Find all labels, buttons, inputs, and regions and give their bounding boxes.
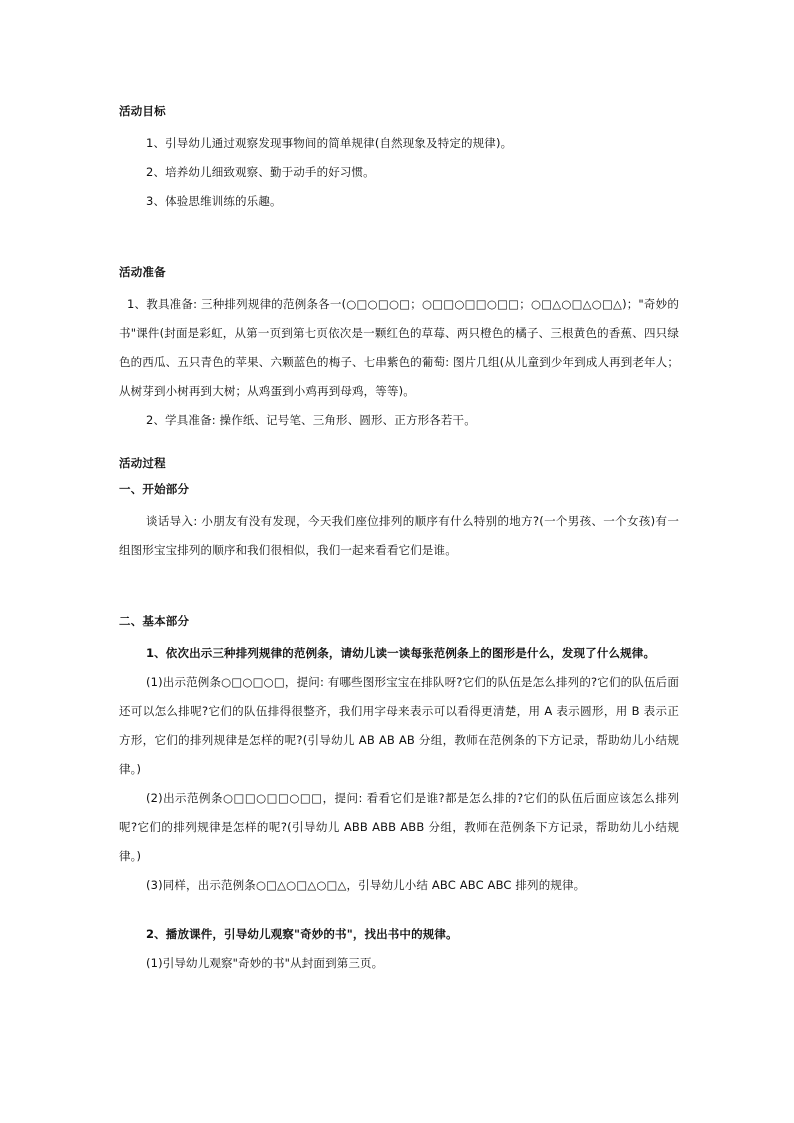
part1-text: 谈话导入: 小朋友有没有发现，今天我们座位排列的顺序有什么特别的地方?(一个男孩、一个女孩)有一组图形宝宝排列的顺序和我们很相似，我们一起来看看它们是谁。	[119, 514, 679, 557]
part2-title: 二、基本部分	[119, 614, 190, 628]
part2-step2-item: (1)引导幼儿观察"奇妙的书"从封面到第三页。	[146, 956, 384, 970]
process-heading: 活动过程	[119, 456, 166, 470]
goal-item: 3、体验思维训练的乐趣。	[146, 194, 282, 208]
goal-item: 1、引导幼儿通过观察发现事物间的简单规律(自然现象及特定的规律)。	[146, 136, 513, 150]
part2-step1-item: (1)出示范例条○□○□○□，提问: 有哪些图形宝宝在排队呀?它们的队伍是怎么排列的?它们的队伍后面还可以怎么排呢?它们的队伍排得很整齐，我们用字母来表示可以看得更清楚，用 A 表示圆形，用 B 表示正方形，它们的排列规律是怎样的呢?(引导幼儿 AB AB AB 分组，教师在范例条的下方记录，帮助幼儿小结规律。)	[119, 675, 679, 776]
preparation-item: 1、教具准备: 三种排列规律的范例条各一(○□○□○□；○□□○□□○□□；○□△○□△○□△)；"奇妙的书"课件(封面是彩虹，从第一页到第七页依次是一颗红色的草莓、两只橙色的橘子、三根黄色的香蕉、四只绿色的西瓜、五只青色的苹果、六颗蓝色的梅子、七串紫色的葡萄: 图片几组(从儿童到少年到成人再到老年人；从树芽到小树再到大树；从鸡蛋到小鸡再到母鸡，等等)。	[119, 297, 680, 398]
goals-heading: 活动目标	[119, 104, 166, 118]
part2-step1-item: (3)同样，出示范例条○□△○□△○□△，引导幼儿小结 ABC ABC ABC 排列的规律。	[146, 878, 586, 892]
part2-step1-item: (2)出示范例条○□□○□□○□□，提问: 看看它们是谁?都是怎么排的?它们的队伍后面应该怎么排列呢?它们的排列规律是怎样的呢?(引导幼儿 ABB ABB ABB 分组，教师在范例条下方记录，帮助幼儿小结规律。)	[119, 791, 679, 863]
preparation-item: 2、学具准备: 操作纸、记号笔、三角形、圆形、正方形各若干。	[146, 413, 476, 427]
document-body	[119, 103, 679, 978]
part2-step1: 1、依次出示三种排列规律的范例条，请幼儿读一读每张范例条上的图形是什么，发现了什么规律。	[146, 646, 656, 660]
part2-step2: 2、播放课件，引导幼儿观察"奇妙的书"，找出书中的规律。	[146, 927, 458, 941]
goal-item: 2、培养幼儿细致观察、勤于动手的好习惯。	[146, 165, 375, 179]
part1-title: 一、开始部分	[119, 482, 190, 496]
preparation-heading: 活动准备	[119, 265, 166, 279]
